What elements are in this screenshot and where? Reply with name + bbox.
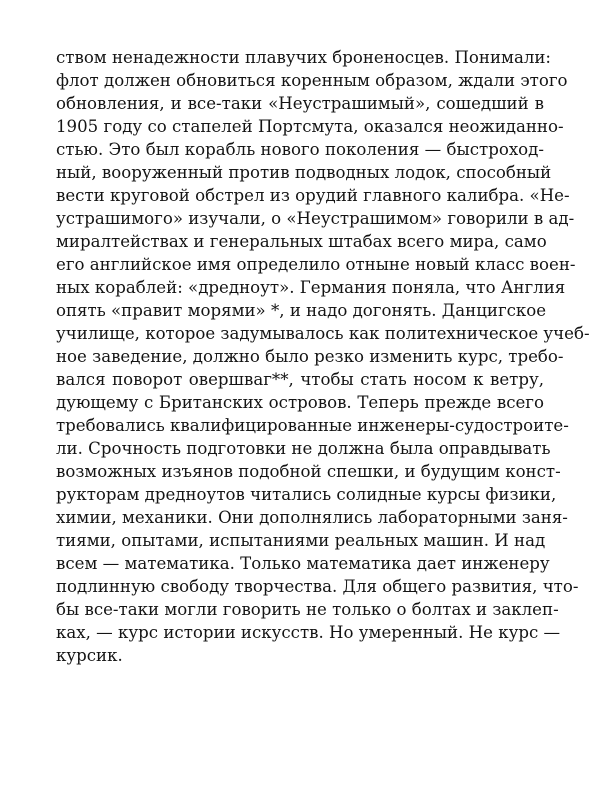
- text-line: 1905 году со стапелей Портсмута, оказался неожиданно-: [56, 117, 564, 136]
- text-line: устрашимого» изучали, о «Неустрашимом» говорили в ад-: [56, 209, 575, 228]
- text-line: ных кораблей: «дредноут». Германия поняла, что Англия: [56, 278, 566, 297]
- text-line: тиями, опытами, испытаниями реальных машин. И над: [56, 531, 546, 550]
- text-line: бы все-таки могли говорить не только о болтах и заклеп-: [56, 600, 559, 619]
- text-line: вался поворот овершваг**, чтобы стать носом к ветру,: [56, 370, 544, 389]
- text-line: вести круговой обстрел из орудий главного калибра. «Не-: [56, 186, 570, 205]
- text-line: ли. Срочность подготовки не должна была оправдывать: [56, 439, 551, 458]
- text-line: стью. Это был корабль нового поколения — быстроход-: [56, 140, 544, 159]
- text-line: ный, вооруженный против подводных лодок, способный: [56, 163, 552, 182]
- text-line: ное заведение, должно было резко изменить курс, требо-: [56, 347, 564, 366]
- text-line: рукторам дредноутов читались солидные курсы физики,: [56, 485, 557, 504]
- text-line: обновления, и все-таки «Неустрашимый», сошедший в: [56, 94, 544, 113]
- text-line: миралтействах и генеральных штабах всего мира, само: [56, 232, 547, 251]
- text-line: дующему с Британских островов. Теперь прежде всего: [56, 393, 544, 412]
- text-line: возможных изъянов подобной спешки, и будущим конст-: [56, 462, 561, 481]
- text-line: подлинную свободу творчества. Для общего развития, что-: [56, 577, 579, 596]
- text-line: его английское имя определило отныне новый класс воен-: [56, 255, 576, 274]
- text-line: ках, — курс истории искусств. Но умеренный. Не курс —: [56, 623, 561, 642]
- text-line: курсик.: [56, 646, 123, 665]
- text-line: требовались квалифицированные инженеры-судостроите-: [56, 416, 569, 435]
- text-line: химии, механики. Они дополнялись лабораторными заня-: [56, 508, 568, 527]
- text-line: училище, которое задумывалось как политехническое учеб-: [56, 324, 590, 343]
- text-line: опять «правит морями» *, и надо догонять. Данцигское: [56, 301, 547, 320]
- text-line: флот должен обновиться коренным образом, ждали этого: [56, 71, 568, 90]
- text-line: всем — математика. Только математика дает инженеру: [56, 554, 550, 573]
- text-line: ством ненадежности плавучих броненосцев. Понимали:: [56, 48, 552, 67]
